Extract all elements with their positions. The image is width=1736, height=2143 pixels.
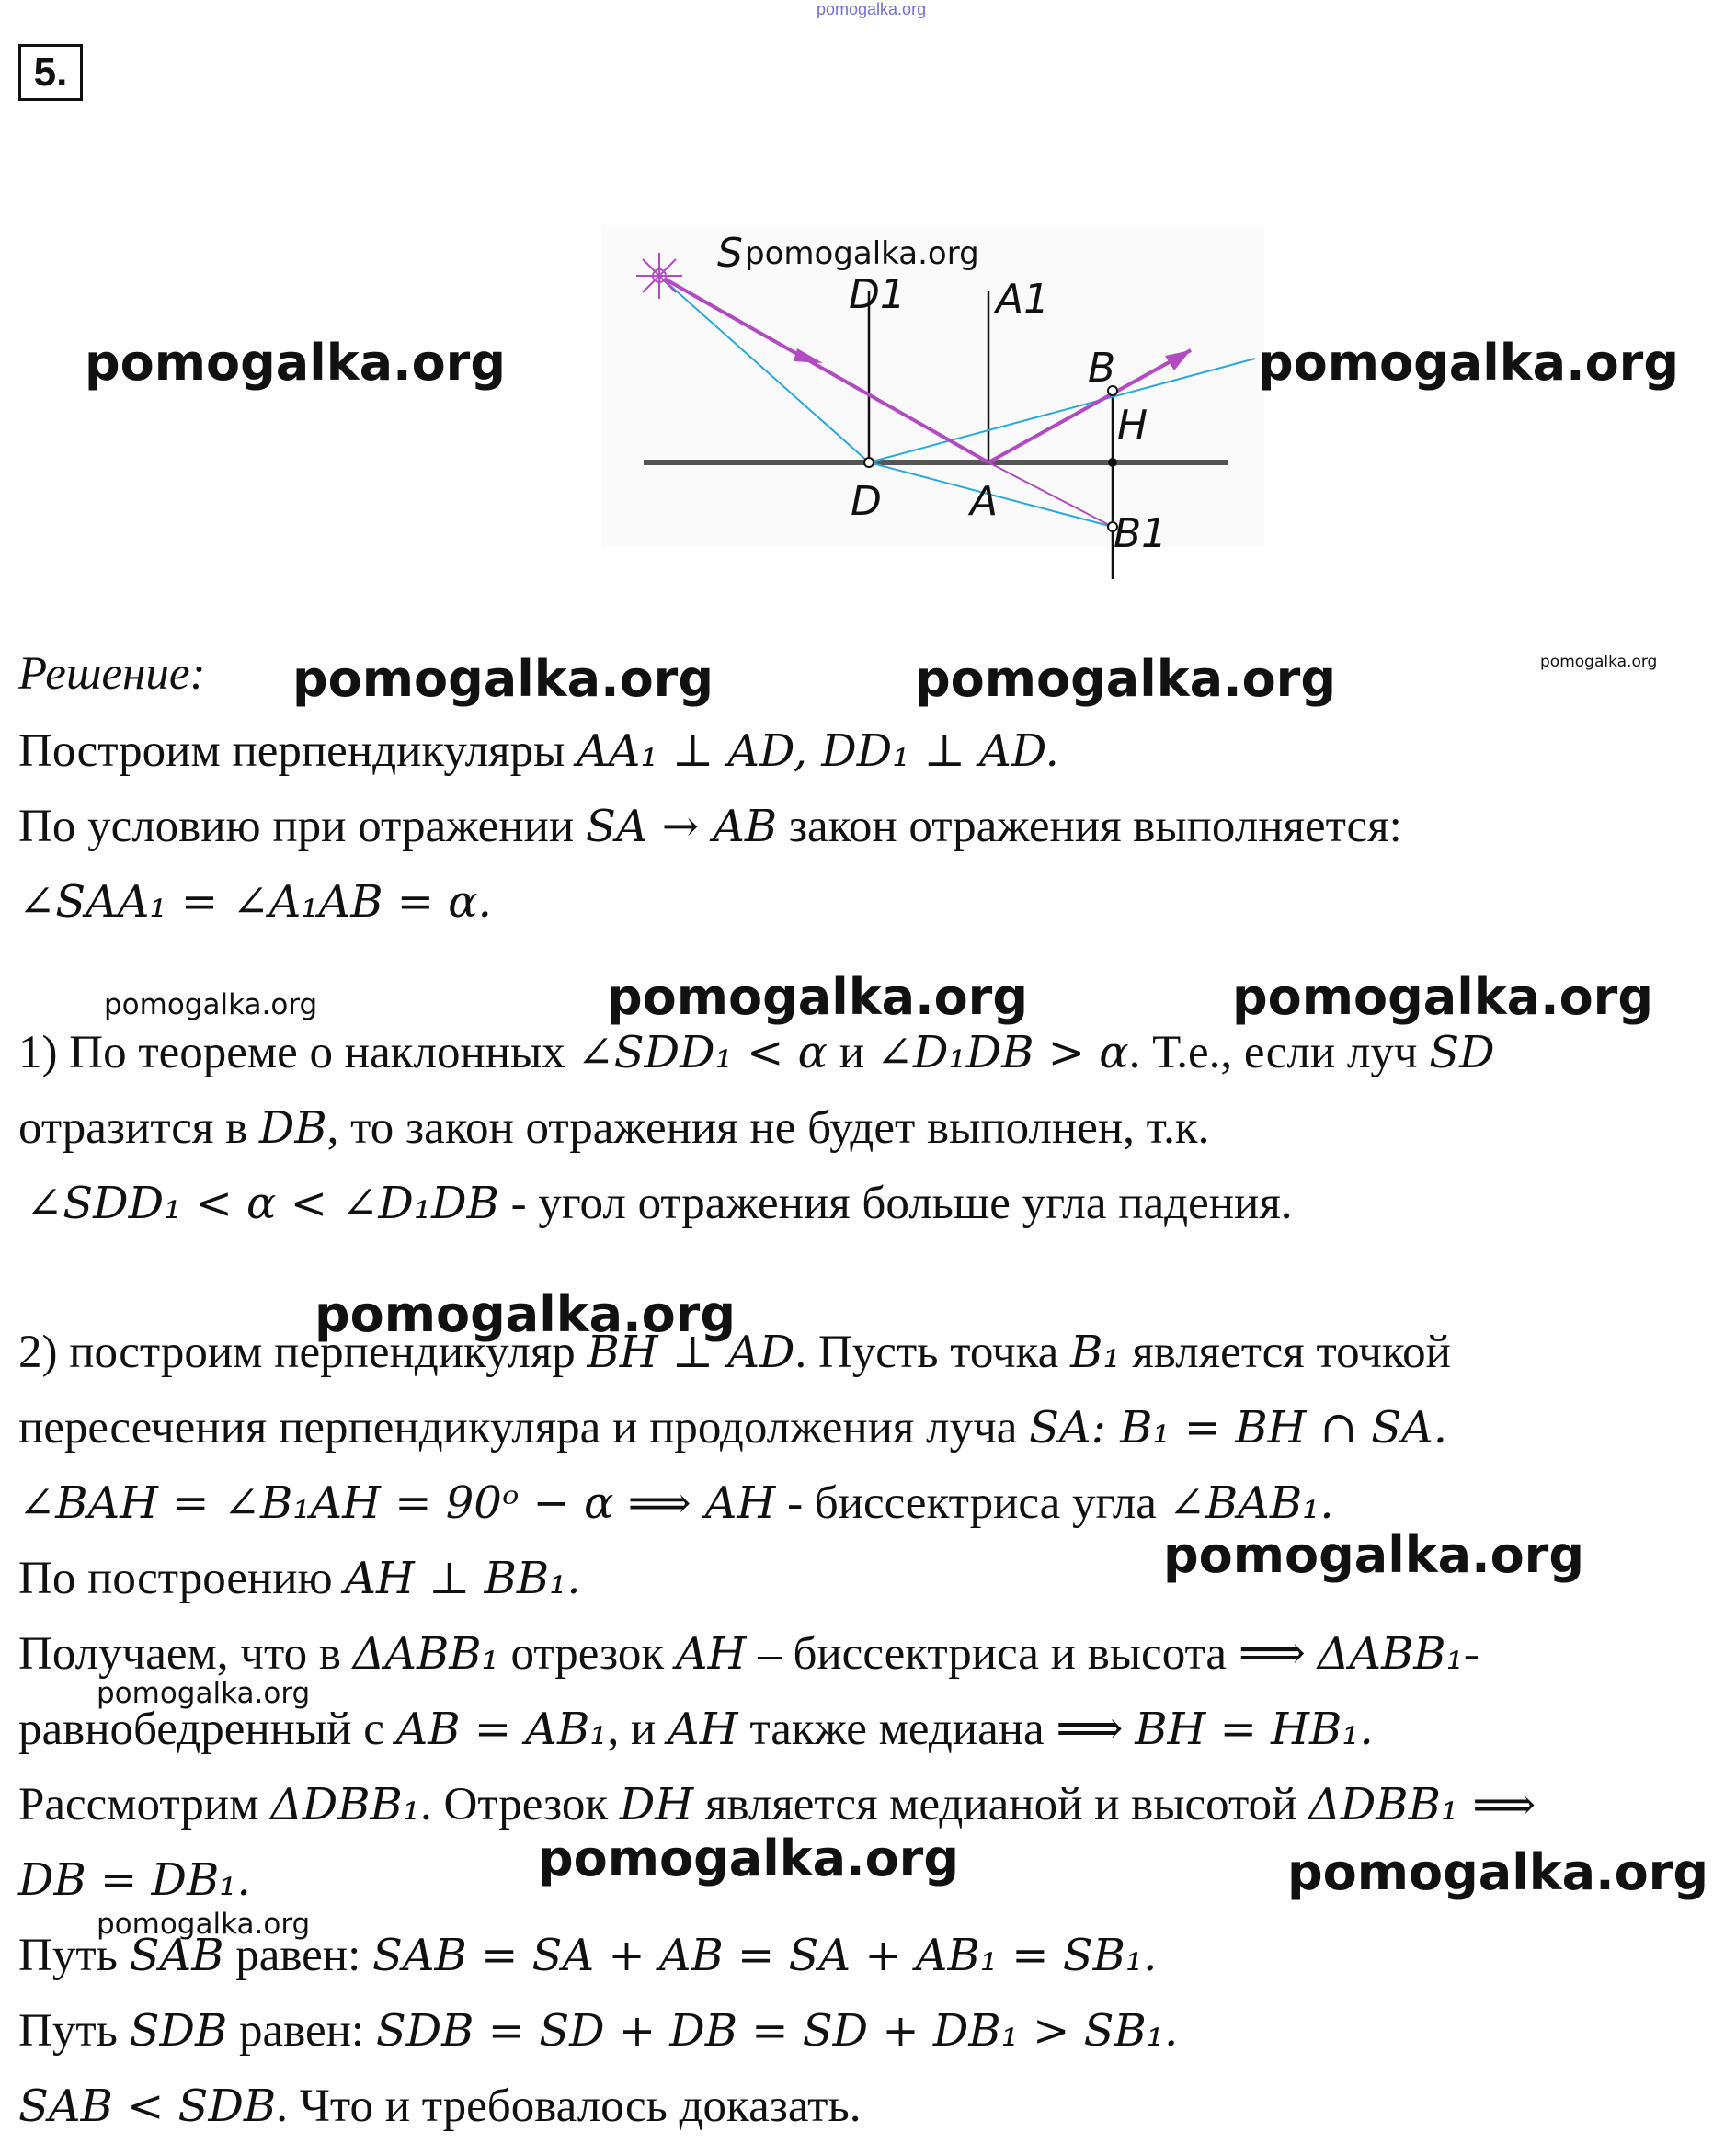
watermark: pomogalka.org <box>1540 653 1658 671</box>
watermark: pomogalka.org <box>915 650 1336 708</box>
part2-line-11: SAB < SDB. Что и требовалось доказать. <box>18 2080 862 2132</box>
label-b: B <box>1088 345 1116 392</box>
label-d: D <box>851 478 882 525</box>
part2-line-1: 2) построим перпендикуляр BH ⊥ AD. Пусть точка B₁ является точкой <box>18 1327 1451 1378</box>
part2-line-9: Путь SAB равен: SAB = SA + AB = SA + AB₁ = SB₁. <box>18 1930 1158 1981</box>
label-s-watermark: pomogalka.org <box>745 235 979 272</box>
watermark: pomogalka.org <box>1258 334 1679 392</box>
part2-line-2: пересечения перпендикуляра и продолжения луча SA: B₁ = BH ∩ SA. <box>18 1402 1448 1453</box>
label-a: A <box>970 478 999 525</box>
part1-line-1: 1) По теореме о наклонных ∠SDD₁ < α и ∠D₁DB > α. Т.е., если луч SD <box>18 1027 1495 1078</box>
solution-heading: Решение: <box>18 648 206 700</box>
part2-line-7: Рассмотрим ΔDBB₁. Отрезок DH является медианой и высотой ΔDBB₁ ⟹ <box>18 1779 1536 1830</box>
label-b1: B1 <box>1114 510 1168 557</box>
solution-line-2: По условию при отражении SA → AB закон отражения выполняется: <box>18 801 1402 852</box>
label-a1: A1 <box>996 276 1050 323</box>
watermark: pomogalka.org <box>1232 968 1653 1026</box>
diagram-background <box>602 225 1264 547</box>
watermark: pomogalka.org <box>104 988 318 1021</box>
solution-line-1: Построим перпендикуляры AA₁ ⊥ AD, DD₁ ⊥ AD. <box>18 725 1059 777</box>
watermark: pomogalka.org <box>97 1677 311 1710</box>
part2-line-4: По построению AH ⊥ BB₁. <box>18 1553 581 1604</box>
watermark: pomogalka.org <box>314 1285 736 1343</box>
label-s: S <box>717 230 743 277</box>
part2-line-8: DB = DB₁. <box>18 1854 251 1906</box>
part1-line-2: отразится в DB, то закон отражения не будет выполнен, т.к. <box>18 1102 1210 1154</box>
part2-line-10: Путь SDB равен: SDB = SD + DB = SD + DB₁ > SB₁. <box>18 2005 1179 2057</box>
watermark: pomogalka.org <box>85 334 506 392</box>
watermark: pomogalka.org <box>97 1908 311 1941</box>
part2-line-5: Получаем, что в ΔABB₁ отрезок AH – биссектриса и высота ⟹ ΔABB₁- <box>18 1628 1479 1680</box>
part2-line-3: ∠BAH = ∠B₁AH = 90ᵒ − α ⟹ AH - биссектриса угла ∠BAB₁. <box>18 1477 1334 1529</box>
watermark: pomogalka.org <box>1287 1843 1708 1901</box>
solution-line-3: ∠SAA₁ = ∠A₁AB = α. <box>18 876 492 928</box>
part1-line-3: ∠SDD₁ < α < ∠D₁DB - угол отражения больше угла падения. <box>26 1178 1293 1229</box>
point-d <box>864 458 874 467</box>
watermark: pomogalka.org <box>1163 1526 1584 1584</box>
label-d1: D1 <box>849 271 906 318</box>
task-number: 5. <box>18 44 83 101</box>
point-h <box>1108 458 1117 467</box>
watermark: pomogalka.org <box>292 650 714 708</box>
part2-line-6: равнобедренный с AB = AB₁, и AH также медиана ⟹ BH = HB₁. <box>18 1704 1374 1755</box>
site-mark-top[interactable]: pomogalka.org <box>817 0 927 18</box>
reflection-diagram <box>602 225 1264 584</box>
label-h: H <box>1117 402 1148 449</box>
watermark: pomogalka.org <box>538 1830 959 1887</box>
watermark: pomogalka.org <box>607 968 1028 1026</box>
light-source-icon <box>636 253 682 299</box>
